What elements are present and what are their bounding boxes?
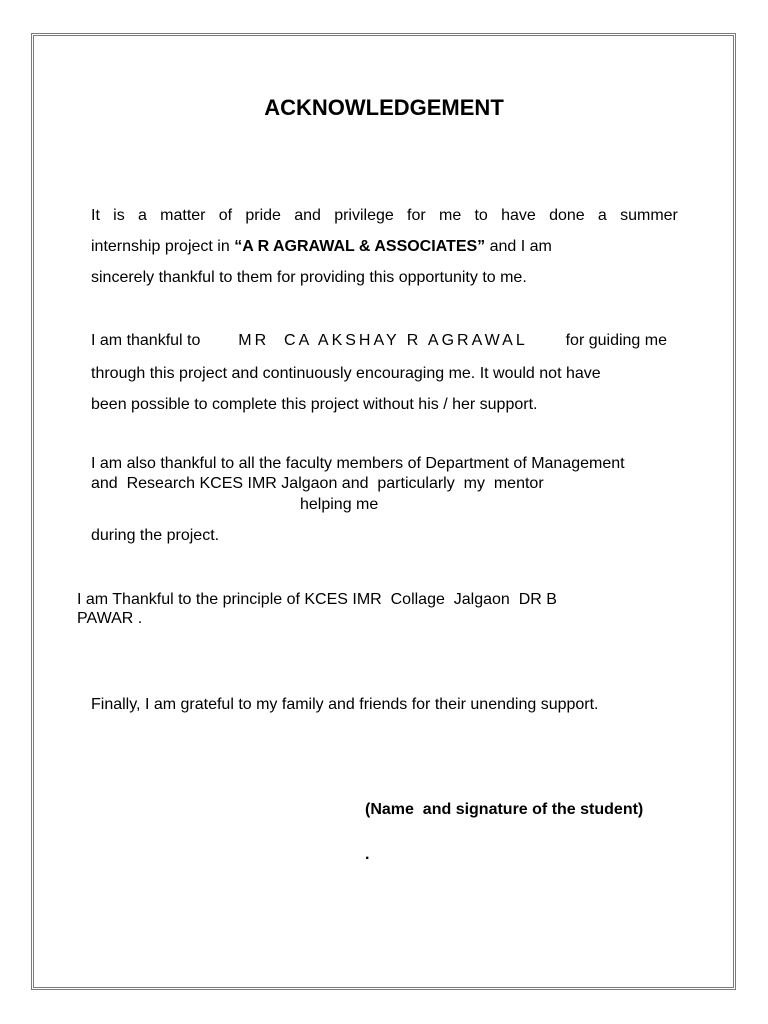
para4-line2: PAWAR . (77, 610, 143, 627)
para1-line2-pre: internship project in (91, 238, 235, 255)
para1-line1-word: privilege (334, 207, 394, 224)
page-border (31, 33, 736, 990)
signature-label: (Name and signature of the student) (365, 801, 644, 818)
signature-dot: . (365, 846, 370, 863)
para2-line1-pre: I am thankful to (91, 332, 201, 349)
para1-line1-word: pride (245, 207, 281, 224)
para3-line3: helping me (300, 496, 379, 513)
para1-line1-word: summer (620, 207, 678, 224)
para1-line1-word: for (407, 207, 426, 224)
para1-line1-word: of (218, 207, 233, 224)
para1-line1-word: It (91, 207, 100, 224)
para3-line4: during the project. (91, 527, 220, 544)
para5-line1: Finally, I am grateful to my family and friends for their unending support. (91, 696, 599, 713)
para1-line1-word: is (113, 207, 125, 224)
company-name: “A R AGRAWAL & ASSOCIATES” (234, 238, 486, 255)
para1-line1-word: a (597, 207, 607, 224)
para1-line2-post: and I am (485, 238, 552, 255)
para2-line3: been possible to complete this project without his / her support. (91, 396, 538, 413)
para1-line1-word: a (137, 207, 147, 224)
para1-line1 (91, 206, 678, 226)
mentor-name: MR CA AKSHAY R AGRAWAL (238, 332, 528, 349)
para1-line1-word: and (294, 207, 321, 224)
para4-line1: I am Thankful to the principle of KCES IMR Collage Jalgaon DR B (77, 591, 557, 608)
para2-line2: through this project and continuously encouraging me. It would not have (91, 365, 601, 382)
page-title: ACKNOWLEDGEMENT (264, 95, 504, 120)
para1-line1-word: me (438, 207, 462, 224)
para2-line1-post: for guiding me (565, 332, 667, 349)
para1-line1-word: matter (160, 207, 206, 224)
para3-line1: I am also thankful to all the faculty members of Department of Management (91, 455, 625, 472)
para1-line1-word: done (549, 207, 585, 224)
para1-line1-word: to (474, 207, 488, 224)
para1-line3: sincerely thankful to them for providing this opportunity to me. (91, 269, 527, 286)
para1-line2 (91, 237, 552, 257)
para3-line2: and Research KCES IMR Jalgaon and particularly my mentor (91, 475, 544, 492)
para2-line1 (91, 331, 667, 351)
para1-line1-word: have (501, 207, 536, 224)
